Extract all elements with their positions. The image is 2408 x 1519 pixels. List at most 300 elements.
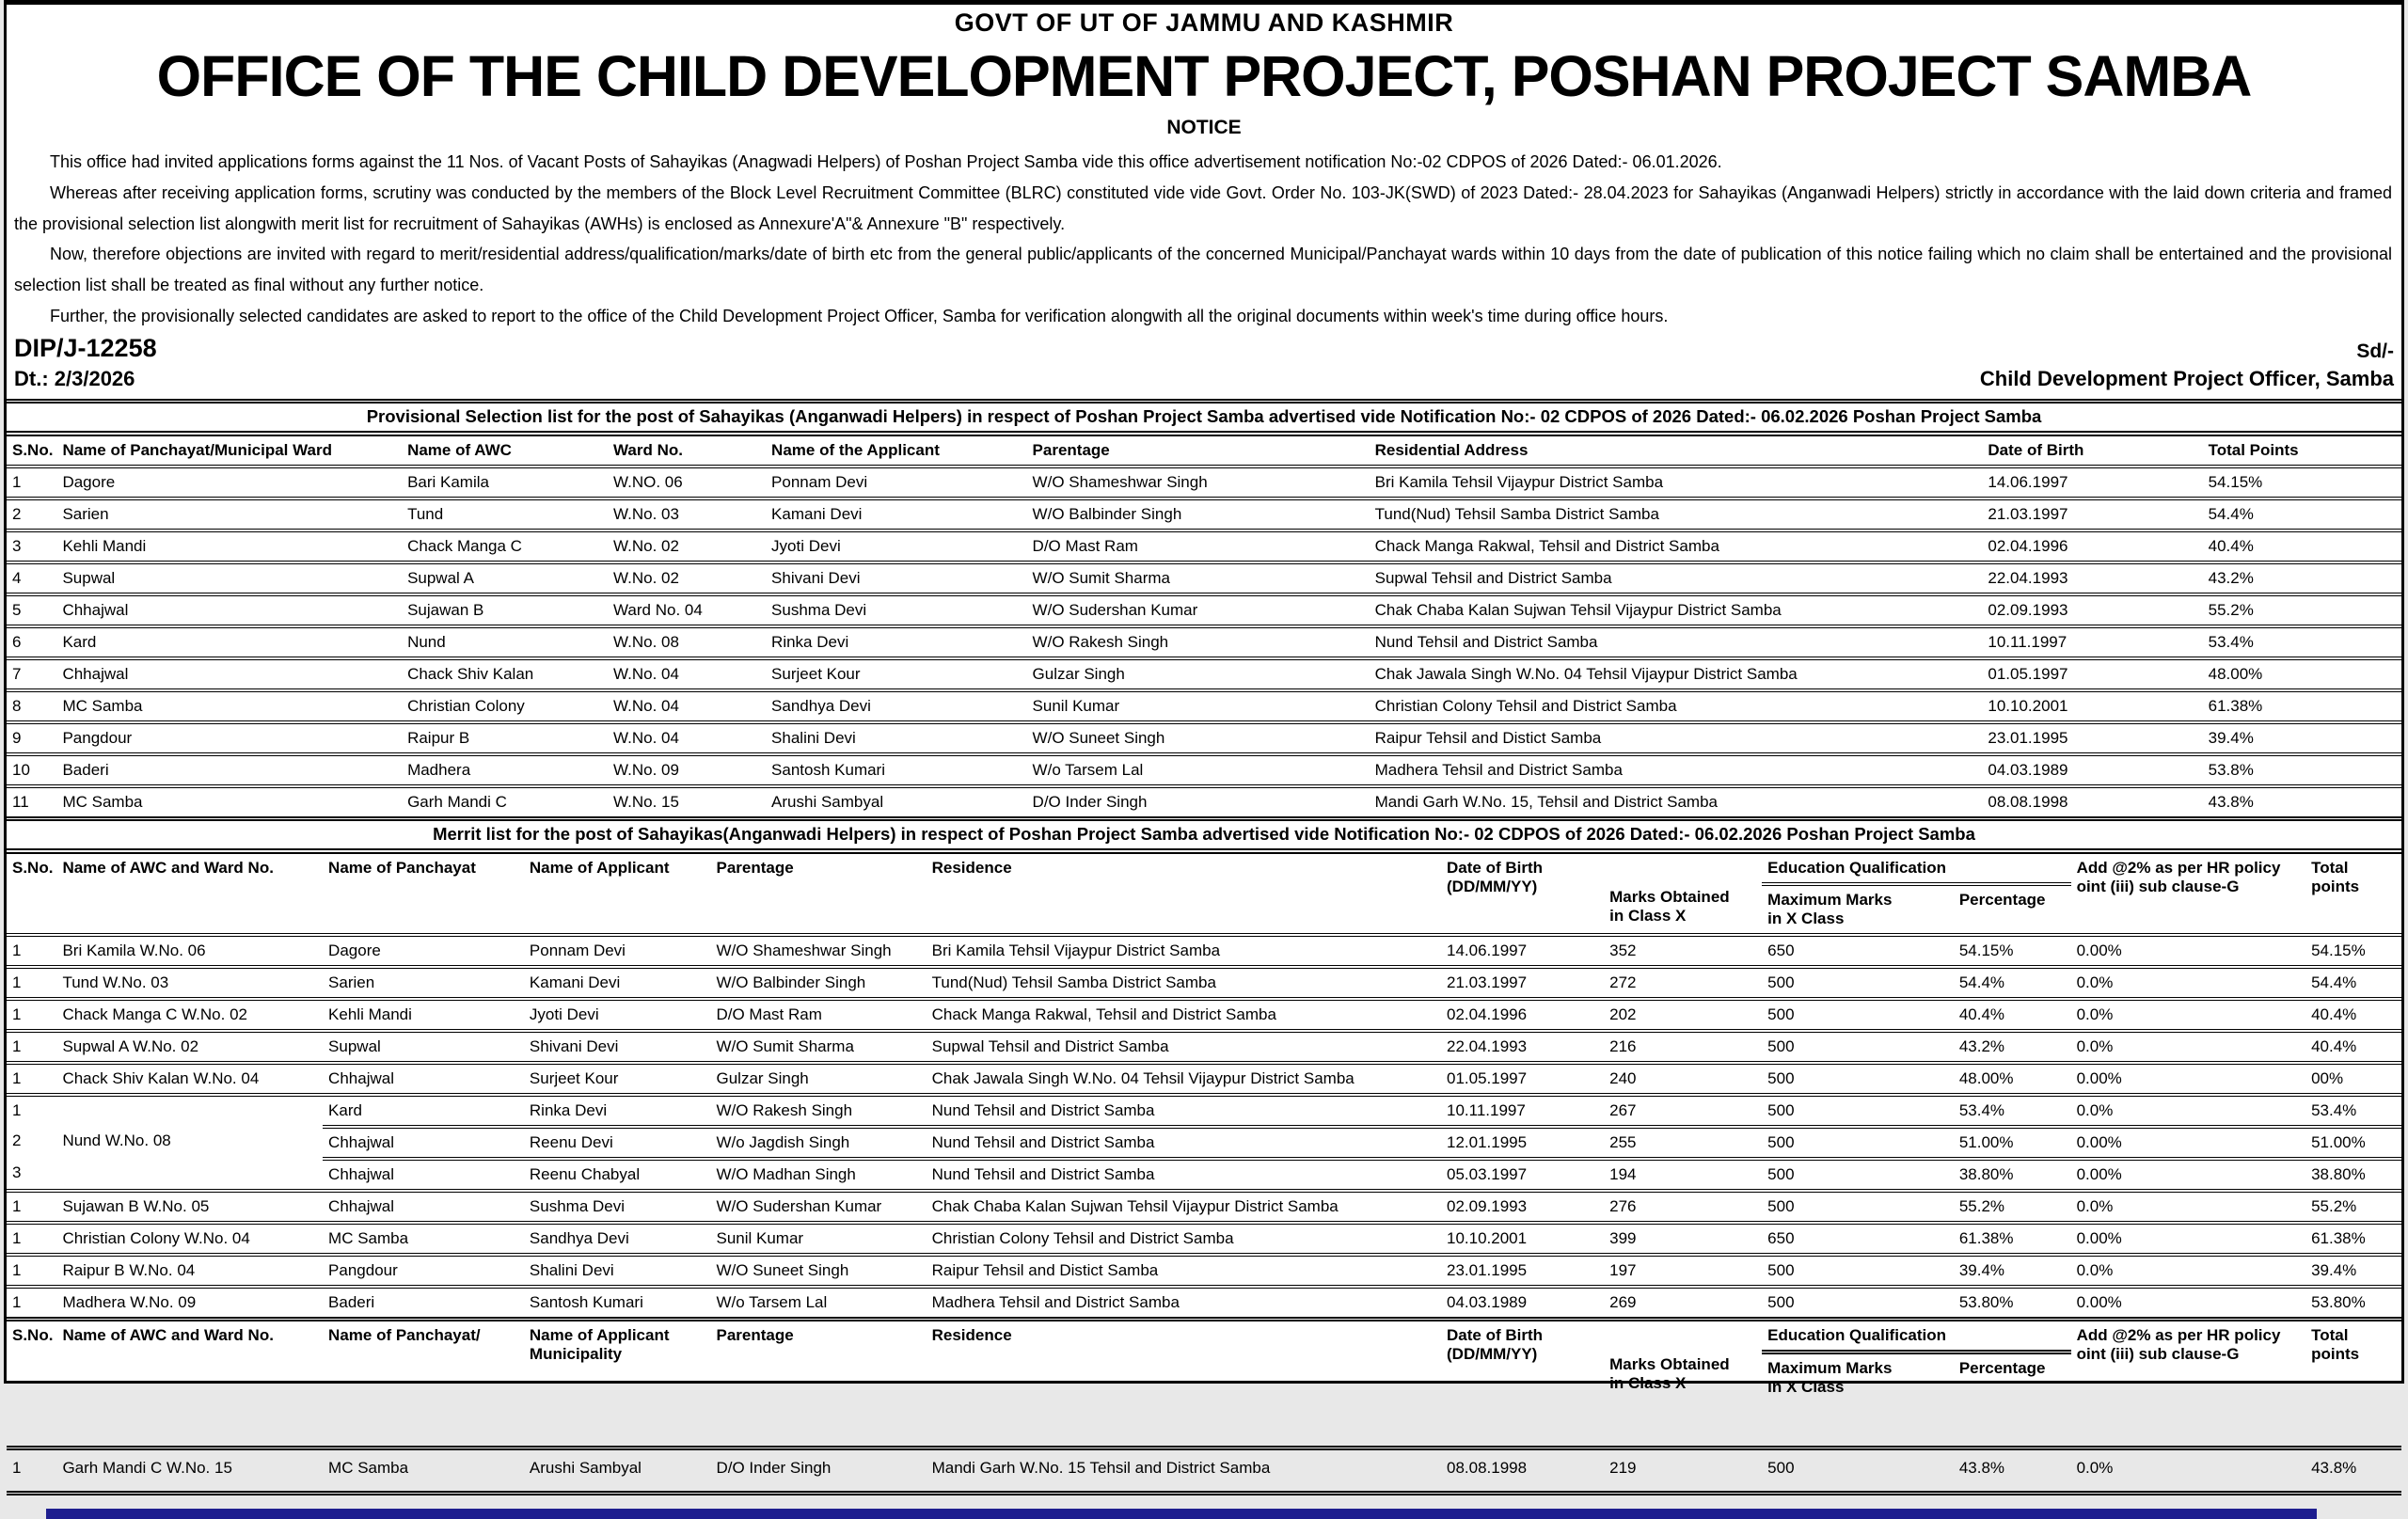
cell-dob: 22.04.1993 (1982, 562, 2202, 594)
officer-designation: Child Development Project Officer, Samba (1979, 366, 2394, 390)
table-row (7, 999, 2401, 1031)
cell-residence: Nund Tehsil and District Samba (927, 1159, 1441, 1191)
cell-awc-ward (56, 1095, 323, 1127)
cell-awc-ward: Christian Colony W.No. 04 (56, 1223, 323, 1255)
cell-sno: 1 (7, 999, 56, 1031)
cell-sno: 8 (7, 690, 56, 722)
cell-percentage: 43.2% (1954, 1031, 2071, 1063)
col-header-panchayat-municipality: Name of Panchayat/ (323, 1321, 524, 1448)
notice-body (7, 139, 2401, 332)
cell-parentage: W/O Balbinder Singh (1027, 498, 1370, 530)
cell-awc-ward: Bri Kamila W.No. 06 (56, 935, 323, 967)
col-header-address: Residential Address (1370, 436, 1983, 467)
col-header-education-qualification: Education Qualification (1762, 1321, 2070, 1353)
col-header-maximum-marks: Maximum Marks in X Class (1762, 884, 1954, 935)
cell-awc-ward: Chack Manga C W.No. 02 (56, 999, 323, 1031)
cell-dob: 21.03.1997 (1441, 967, 1604, 999)
cell-address: Mandi Garh W.No. 15, Tehsil and District Samba (1370, 786, 1983, 819)
cell-points: 48.00% (2203, 658, 2401, 690)
cell-maximum-marks: 500 (1762, 1191, 1954, 1223)
cell-maximum-marks: 500 (1762, 1159, 1954, 1191)
table-row (7, 1127, 2401, 1159)
cell-applicant: Sushma Devi (766, 594, 1027, 626)
cell-address: Bri Kamila Tehsil Vijaypur District Samba (1370, 467, 1983, 498)
cell-hr-policy: 0.00% (2071, 1223, 2306, 1255)
cell-awc-ward: Chack Shiv Kalan W.No. 04 (56, 1063, 323, 1095)
col-header-total-points: Total points (2305, 854, 2401, 935)
cell-percentage: 54.15% (1954, 935, 2071, 967)
cell-ward: W.No. 03 (608, 498, 766, 530)
cell-applicant: Jyoti Devi (524, 999, 711, 1031)
table-row (7, 658, 2401, 690)
cell-applicant: Rinka Devi (766, 626, 1027, 658)
cell-residence: Chak Chaba Kalan Sujwan Tehsil Vijaypur District Samba (927, 1191, 1441, 1223)
cell-points: 43.2% (2203, 562, 2401, 594)
merit-table (7, 854, 2401, 1321)
cell-address: Supwal Tehsil and District Samba (1370, 562, 1983, 594)
cell-applicant: Surjeet Kour (524, 1063, 711, 1095)
cell-sno: 1 (7, 1448, 56, 1493)
cell-residence: Nund Tehsil and District Samba (927, 1095, 1441, 1127)
cell-panchayat: Chhajwal (323, 1191, 524, 1223)
cell-ward: W.No. 04 (608, 722, 766, 754)
table-row (7, 467, 2401, 498)
cell-marks-obtained: 276 (1604, 1191, 1762, 1223)
cell-points: 53.4% (2203, 626, 2401, 658)
cell-parentage: W/O Sudershan Kumar (710, 1191, 926, 1223)
cell-points: 54.15% (2203, 467, 2401, 498)
merit-table-continued (7, 1321, 2401, 1495)
cell-sno: 3 (7, 1159, 56, 1191)
cell-hr-policy: 0.0% (2071, 1255, 2306, 1287)
cell-sno: 1 (7, 1287, 56, 1320)
cell-dob: 22.04.1993 (1441, 1031, 1604, 1063)
col-header-panchayat: Name of Panchayat/Municipal Ward (56, 436, 402, 467)
cell-sno: 3 (7, 530, 56, 562)
cell-applicant: Santosh Kumari (766, 754, 1027, 786)
cell-parentage: W/O Rakesh Singh (710, 1095, 926, 1127)
cell-applicant: Jyoti Devi (766, 530, 1027, 562)
cell-dob: 10.11.1997 (1982, 626, 2202, 658)
cell-sno: 5 (7, 594, 56, 626)
cell-total-points: 53.4% (2305, 1095, 2401, 1127)
cell-dob: 14.06.1997 (1982, 467, 2202, 498)
cell-percentage: 61.38% (1954, 1223, 2071, 1255)
cell-panchayat: Kard (56, 626, 402, 658)
cell-percentage: 53.80% (1954, 1287, 2071, 1320)
merit2-header-row-1 (7, 1321, 2401, 1353)
cell-residence: Chak Jawala Singh W.No. 04 Tehsil Vijaypur District Samba (927, 1063, 1441, 1095)
cell-parentage: W/O Madhan Singh (710, 1159, 926, 1191)
cell-applicant: Shivani Devi (766, 562, 1027, 594)
col-header-hr-policy: Add @2% as per HR policy oint (iii) sub clause-G (2071, 854, 2306, 935)
cell-total-points: 53.80% (2305, 1287, 2401, 1320)
col-header-parentage: Parentage (710, 1321, 926, 1448)
selection-table-header-row (7, 436, 2401, 467)
cell-panchayat: Kehli Mandi (56, 530, 402, 562)
cell-ward: W.No. 08 (608, 626, 766, 658)
cell-awc-ward: Sujawan B W.No. 05 (56, 1191, 323, 1223)
cell-total-points: 43.8% (2305, 1448, 2401, 1493)
cell-points: 55.2% (2203, 594, 2401, 626)
cell-parentage: D/O Inder Singh (1027, 786, 1370, 819)
table-row (7, 754, 2401, 786)
table-row (7, 594, 2401, 626)
cell-awc-ward: Raipur B W.No. 04 (56, 1255, 323, 1287)
cell-maximum-marks: 650 (1762, 1223, 1954, 1255)
cell-total-points: 54.15% (2305, 935, 2401, 967)
cell-sno: 1 (7, 1255, 56, 1287)
cell-panchayat: MC Samba (323, 1448, 524, 1493)
cell-marks-obtained: 352 (1604, 935, 1762, 967)
cell-maximum-marks: 500 (1762, 1095, 1954, 1127)
cell-ward: Ward No. 04 (608, 594, 766, 626)
cell-marks-obtained: 194 (1604, 1159, 1762, 1191)
table-row (7, 626, 2401, 658)
cell-panchayat: Chhajwal (323, 1159, 524, 1191)
cell-sno: 11 (7, 786, 56, 819)
cell-awc: Madhera (402, 754, 608, 786)
cell-applicant: Kamani Devi (766, 498, 1027, 530)
cell-residence: Raipur Tehsil and Distict Samba (927, 1255, 1441, 1287)
col-header-awc-ward: Name of AWC and Ward No. (56, 1321, 323, 1448)
cell-residence: Madhera Tehsil and District Samba (927, 1287, 1441, 1320)
cell-address: Chak Jawala Singh W.No. 04 Tehsil Vijaypur District Samba (1370, 658, 1983, 690)
cell-panchayat: Pangdour (56, 722, 402, 754)
cell-parentage: W/O Sudershan Kumar (1027, 594, 1370, 626)
table-row (7, 1159, 2401, 1191)
cell-percentage: 54.4% (1954, 967, 2071, 999)
cell-applicant: Surjeet Kour (766, 658, 1027, 690)
cell-marks-obtained: 272 (1604, 967, 1762, 999)
notice-document (4, 0, 2404, 1477)
cell-parentage: Sunil Kumar (710, 1223, 926, 1255)
cell-maximum-marks: 500 (1762, 1287, 1954, 1320)
cell-residence: Chack Manga Rakwal, Tehsil and District Samba (927, 999, 1441, 1031)
cell-total-points: 54.4% (2305, 967, 2401, 999)
cell-dob: 08.08.1998 (1982, 786, 2202, 819)
cell-applicant: Reenu Devi (524, 1127, 711, 1159)
cell-points: 40.4% (2203, 530, 2401, 562)
cell-ward: W.No. 02 (608, 562, 766, 594)
cell-hr-policy: 0.0% (2071, 999, 2306, 1031)
cell-ward: W.No. 04 (608, 690, 766, 722)
cell-sno: 2 (7, 498, 56, 530)
cell-residence: Supwal Tehsil and District Samba (927, 1031, 1441, 1063)
cell-hr-policy: 0.00% (2071, 1287, 2306, 1320)
cell-percentage: 55.2% (1954, 1191, 2071, 1223)
cell-dob: 04.03.1989 (1441, 1287, 1604, 1320)
cell-applicant: Ponnam Devi (524, 935, 711, 967)
cell-marks-obtained: 216 (1604, 1031, 1762, 1063)
cell-panchayat: Kehli Mandi (323, 999, 524, 1031)
table-row (7, 1448, 2401, 1493)
cell-applicant: Kamani Devi (524, 967, 711, 999)
cell-parentage: W/O Shameshwar Singh (710, 935, 926, 967)
cell-dob: 08.08.1998 (1441, 1448, 1604, 1493)
cell-awc: Garh Mandi C (402, 786, 608, 819)
cell-address: Madhera Tehsil and District Samba (1370, 754, 1983, 786)
sd-label: Sd/- (2356, 340, 2394, 362)
cell-panchayat: Chhajwal (56, 594, 402, 626)
cell-applicant: Ponnam Devi (766, 467, 1027, 498)
cell-sno: 1 (7, 1223, 56, 1255)
notice-paragraph-3: Now, therefore objections are invited with regard to merit/residential address/qualification/marks/date of birth etc from the general public/applicants of the concerned Municipal/Panchayat wards within 10 days from the date of publication of this notice failing which no claim shall be entertained and the provisional selection list shall be treated as final without any further notice. (14, 245, 2392, 294)
cell-awc: Nund (402, 626, 608, 658)
cell-dob: 01.05.1997 (1441, 1063, 1604, 1095)
table-row (7, 1095, 2401, 1127)
cell-sno: 10 (7, 754, 56, 786)
cell-applicant: Sandhya Devi (524, 1223, 711, 1255)
cell-sno: 1 (7, 1031, 56, 1063)
cell-total-points: 61.38% (2305, 1223, 2401, 1255)
cell-parentage: W/O Suneet Singh (710, 1255, 926, 1287)
cell-marks-obtained: 255 (1604, 1127, 1762, 1159)
cell-marks-obtained: 267 (1604, 1095, 1762, 1127)
cell-parentage: W/O Shameshwar Singh (1027, 467, 1370, 498)
cell-address: Raipur Tehsil and Distict Samba (1370, 722, 1983, 754)
cell-panchayat: Supwal (56, 562, 402, 594)
col-header-parentage: Parentage (1027, 436, 1370, 467)
cell-dob: 21.03.1997 (1982, 498, 2202, 530)
cell-awc: Chack Manga C (402, 530, 608, 562)
col-header-marks-obtained: Marks Obtained in Class X (1604, 1321, 1762, 1448)
cell-total-points: 38.80% (2305, 1159, 2401, 1191)
cell-dob: 02.04.1996 (1982, 530, 2202, 562)
cell-maximum-marks: 500 (1762, 967, 1954, 999)
cell-maximum-marks: 500 (1762, 1031, 1954, 1063)
cell-dob: 12.01.1995 (1441, 1127, 1604, 1159)
cell-dob: 05.03.1997 (1441, 1159, 1604, 1191)
cell-percentage: 43.8% (1954, 1448, 2071, 1493)
cell-hr-policy: 0.0% (2071, 1095, 2306, 1127)
col-header-ward: Ward No. (608, 436, 766, 467)
cell-hr-policy: 0.0% (2071, 1448, 2306, 1493)
table-row (7, 1191, 2401, 1223)
cell-applicant: Reenu Chabyal (524, 1159, 711, 1191)
date-line: Dt.: 2/3/2026 (14, 366, 135, 390)
col-header-applicant: Name of Applicant (524, 854, 711, 935)
cell-residence: Nund Tehsil and District Samba (927, 1127, 1441, 1159)
cell-address: Chak Chaba Kalan Sujwan Tehsil Vijaypur District Samba (1370, 594, 1983, 626)
cell-hr-policy: 0.00% (2071, 1063, 2306, 1095)
cell-total-points: 55.2% (2305, 1191, 2401, 1223)
col-header-percentage: Percentage (1954, 884, 2071, 935)
cell-panchayat: Dagore (323, 935, 524, 967)
cell-address: Christian Colony Tehsil and District Samba (1370, 690, 1983, 722)
cell-parentage: W/o Jagdish Singh (710, 1127, 926, 1159)
cell-parentage: Sunil Kumar (1027, 690, 1370, 722)
table-row (7, 1223, 2401, 1255)
cell-marks-obtained: 269 (1604, 1287, 1762, 1320)
cell-dob: 02.04.1996 (1441, 999, 1604, 1031)
cell-points: 53.8% (2203, 754, 2401, 786)
cell-parentage: W/O Sumit Sharma (1027, 562, 1370, 594)
cell-sno: 6 (7, 626, 56, 658)
cell-parentage: W/O Suneet Singh (1027, 722, 1370, 754)
cell-awc-ward: Madhera W.No. 09 (56, 1287, 323, 1320)
table-row (7, 690, 2401, 722)
cell-applicant: Rinka Devi (524, 1095, 711, 1127)
cell-awc-ward (56, 1159, 323, 1191)
notice-paragraph-2: Whereas after receiving application forms, scrutiny was conducted by the members of the Block Level Recruitment Committee (BLRC) constituted vide vide Govt. Order No. 103-JK(SWD) of 2023 Dated:- 28.04.2023 for Sahayikas (Anganwadi Helpers) strictly in accordance with the laid down criteria and framed the provisional selection list alongwith merit list for recruitment of Sahayikas (AWHs) is enclosed as Annexure'A"& Annexure "B" respectively. (14, 182, 2392, 233)
col-header-panchayat: Name of Panchayat (323, 854, 524, 935)
cell-parentage: D/O Inder Singh (710, 1448, 926, 1493)
cell-maximum-marks: 500 (1762, 1127, 1954, 1159)
cell-marks-obtained: 399 (1604, 1223, 1762, 1255)
cell-parentage: W/O Rakesh Singh (1027, 626, 1370, 658)
cell-panchayat: Sarien (56, 498, 402, 530)
cell-awc-ward: Nund W.No. 08 (62, 1131, 171, 1149)
cell-total-points: 51.00% (2305, 1127, 2401, 1159)
merit-table-title: Merrit list for the post of Sahayikas(Anganwadi Helpers) in respect of Poshan Project Samba advertised vide Notification No:- 02 CDPOS of 2026 Dated:- 06.02.2026 Poshan Project Samba (7, 821, 2401, 854)
col-header-awc-ward: Name of AWC and Ward No. (56, 854, 323, 935)
table-row (7, 1031, 2401, 1063)
cell-ward: W.No. 04 (608, 658, 766, 690)
col-header-sno: S.No. (7, 854, 56, 935)
cell-panchayat: Chhajwal (56, 658, 402, 690)
cell-hr-policy: 0.00% (2071, 1127, 2306, 1159)
selection-table (7, 436, 2401, 821)
cell-parentage: D/O Mast Ram (710, 999, 926, 1031)
col-header-awc: Name of AWC (402, 436, 608, 467)
cell-applicant: Arushi Sambyal (524, 1448, 711, 1493)
cell-sno: 1 (7, 935, 56, 967)
cell-residence: Christian Colony Tehsil and District Samba (927, 1223, 1441, 1255)
table-row (7, 935, 2401, 967)
cell-points: 54.4% (2203, 498, 2401, 530)
cell-residence: Mandi Garh W.No. 15 Tehsil and District Samba (927, 1448, 1441, 1493)
cell-maximum-marks: 650 (1762, 935, 1954, 967)
col-header-sno: S.No. (7, 1321, 56, 1448)
cell-hr-policy: 0.00% (2071, 935, 2306, 967)
signature-block (7, 332, 2401, 397)
cell-marks-obtained: 219 (1604, 1448, 1762, 1493)
cell-dob: 23.01.1995 (1982, 722, 2202, 754)
cell-hr-policy: 0.00% (2071, 1159, 2306, 1191)
col-header-residence: Residence (927, 854, 1441, 935)
cell-parentage: W/o Tarsem Lal (1027, 754, 1370, 786)
cell-hr-policy: 0.0% (2071, 967, 2306, 999)
cell-percentage: 38.80% (1954, 1159, 2071, 1191)
cell-applicant: Shalini Devi (766, 722, 1027, 754)
bottom-accent-bar (46, 1509, 2317, 1519)
cell-sno: 2 (12, 1131, 22, 1149)
cell-panchayat: MC Samba (56, 690, 402, 722)
cell-awc: Raipur B (402, 722, 608, 754)
cell-parentage: W/O Balbinder Singh (710, 967, 926, 999)
table-row (7, 498, 2401, 530)
cell-total-points: 40.4% (2305, 999, 2401, 1031)
col-header-education-qualification: Education Qualification (1762, 854, 2070, 884)
cell-panchayat: MC Samba (323, 1223, 524, 1255)
cell-awc: Tund (402, 498, 608, 530)
cell-address: Nund Tehsil and District Samba (1370, 626, 1983, 658)
cell-applicant: Sandhya Devi (766, 690, 1027, 722)
cell-panchayat: Kard (323, 1095, 524, 1127)
cell-dob: 23.01.1995 (1441, 1255, 1604, 1287)
cell-percentage: 53.4% (1954, 1095, 2071, 1127)
table-row (7, 562, 2401, 594)
cell-parentage: Gulzar Singh (1027, 658, 1370, 690)
govt-header: GOVT OF UT OF JAMMU AND KASHMIR (954, 8, 1454, 37)
cell-sno: 4 (7, 562, 56, 594)
cell-dob: 02.09.1993 (1982, 594, 2202, 626)
cell-total-points: 39.4% (2305, 1255, 2401, 1287)
dip-number: DIP/J-12258 (14, 333, 157, 362)
col-header-maximum-marks: Maximum Marks in X Class (1762, 1352, 1954, 1448)
cell-dob: 10.10.2001 (1441, 1223, 1604, 1255)
cell-applicant: Santosh Kumari (524, 1287, 711, 1320)
cell-awc: Sujawan B (402, 594, 608, 626)
notice-paragraph-4: Further, the provisionally selected candidates are asked to report to the office of the Child Development Project Officer, Samba for verification alongwith all the original documents within week's time during office hours. (50, 306, 1669, 325)
cell-ward: W.NO. 06 (608, 467, 766, 498)
cell-ward: W.No. 15 (608, 786, 766, 819)
col-header-dob: Date of Birth (1982, 436, 2202, 467)
table-row (7, 1063, 2401, 1095)
table-row (7, 1287, 2401, 1320)
col-header-percentage: Percentage (1954, 1352, 2071, 1448)
col-header-parentage: Parentage (710, 854, 926, 935)
cell-panchayat: Sarien (323, 967, 524, 999)
cell-applicant: Arushi Sambyal (766, 786, 1027, 819)
notice-heading: NOTICE (1166, 117, 1242, 138)
cell-applicant: Shivani Devi (524, 1031, 711, 1063)
cell-sno: 1 (12, 1100, 22, 1119)
col-header-points: Total Points (2203, 436, 2401, 467)
table-row (7, 530, 2401, 562)
cell-address: Chack Manga Rakwal, Tehsil and District Samba (1370, 530, 1983, 562)
cell-awc-ward: Tund W.No. 03 (56, 967, 323, 999)
cell-dob: 10.11.1997 (1441, 1095, 1604, 1127)
table-row (7, 1255, 2401, 1287)
col-header-total-points: Total points (2305, 1321, 2401, 1448)
cell-sno: 1 (7, 967, 56, 999)
cell-hr-policy: 0.0% (2071, 1031, 2306, 1063)
cell-sno: 7 (7, 658, 56, 690)
cell-dob: 10.10.2001 (1982, 690, 2202, 722)
table-row (7, 722, 2401, 754)
cell-marks-obtained: 202 (1604, 999, 1762, 1031)
notice-paragraph-1: This office had invited applications forms against the 11 Nos. of Vacant Posts of Sahayikas (Anagwadi Helpers) of Poshan Project Samba vide this office advertisement notification No:-02 CDPOS of 2026 Dated:- 06.01.2026. (50, 152, 1722, 171)
cell-dob: 02.09.1993 (1441, 1191, 1604, 1223)
table-row (7, 786, 2401, 819)
merit-header-row-1 (7, 854, 2401, 884)
cell-points: 39.4% (2203, 722, 2401, 754)
cell-parentage: W/o Tarsem Lal (710, 1287, 926, 1320)
col-header-dob: Date of Birth (DD/MM/YY) (1441, 854, 1604, 935)
cell-sno: 1 (7, 467, 56, 498)
col-header-residence: Residence (927, 1321, 1441, 1448)
cell-awc: Chack Shiv Kalan (402, 658, 608, 690)
cell-maximum-marks: 500 (1762, 1255, 1954, 1287)
cell-panchayat: Chhajwal (323, 1127, 524, 1159)
selection-table-title: Provisional Selection list for the post of Sahayikas (Anganwadi Helpers) in respect of Poshan Project Samba advertised vide Notification No:- 02 CDPOS of 2026 Dated:- 06.02.2026 Poshan Project Samba (7, 403, 2401, 436)
cell-percentage: 39.4% (1954, 1255, 2071, 1287)
cell-awc-ward: Garh Mandi C W.No. 15 (56, 1448, 323, 1493)
table-row (7, 967, 2401, 999)
cell-total-points: 40.4% (2305, 1031, 2401, 1063)
cell-percentage: 51.00% (1954, 1127, 2071, 1159)
cell-ward: W.No. 09 (608, 754, 766, 786)
cell-sno: 1 (7, 1063, 56, 1095)
col-header-dob: Date of Birth (DD/MM/YY) (1441, 1321, 1604, 1448)
col-header-applicant: Name of the Applicant (766, 436, 1027, 467)
cell-dob: 04.03.1989 (1982, 754, 2202, 786)
col-header-applicant: Name of Applicant Municipality (524, 1321, 711, 1448)
cell-panchayat: Dagore (56, 467, 402, 498)
cell-points: 43.8% (2203, 786, 2401, 819)
